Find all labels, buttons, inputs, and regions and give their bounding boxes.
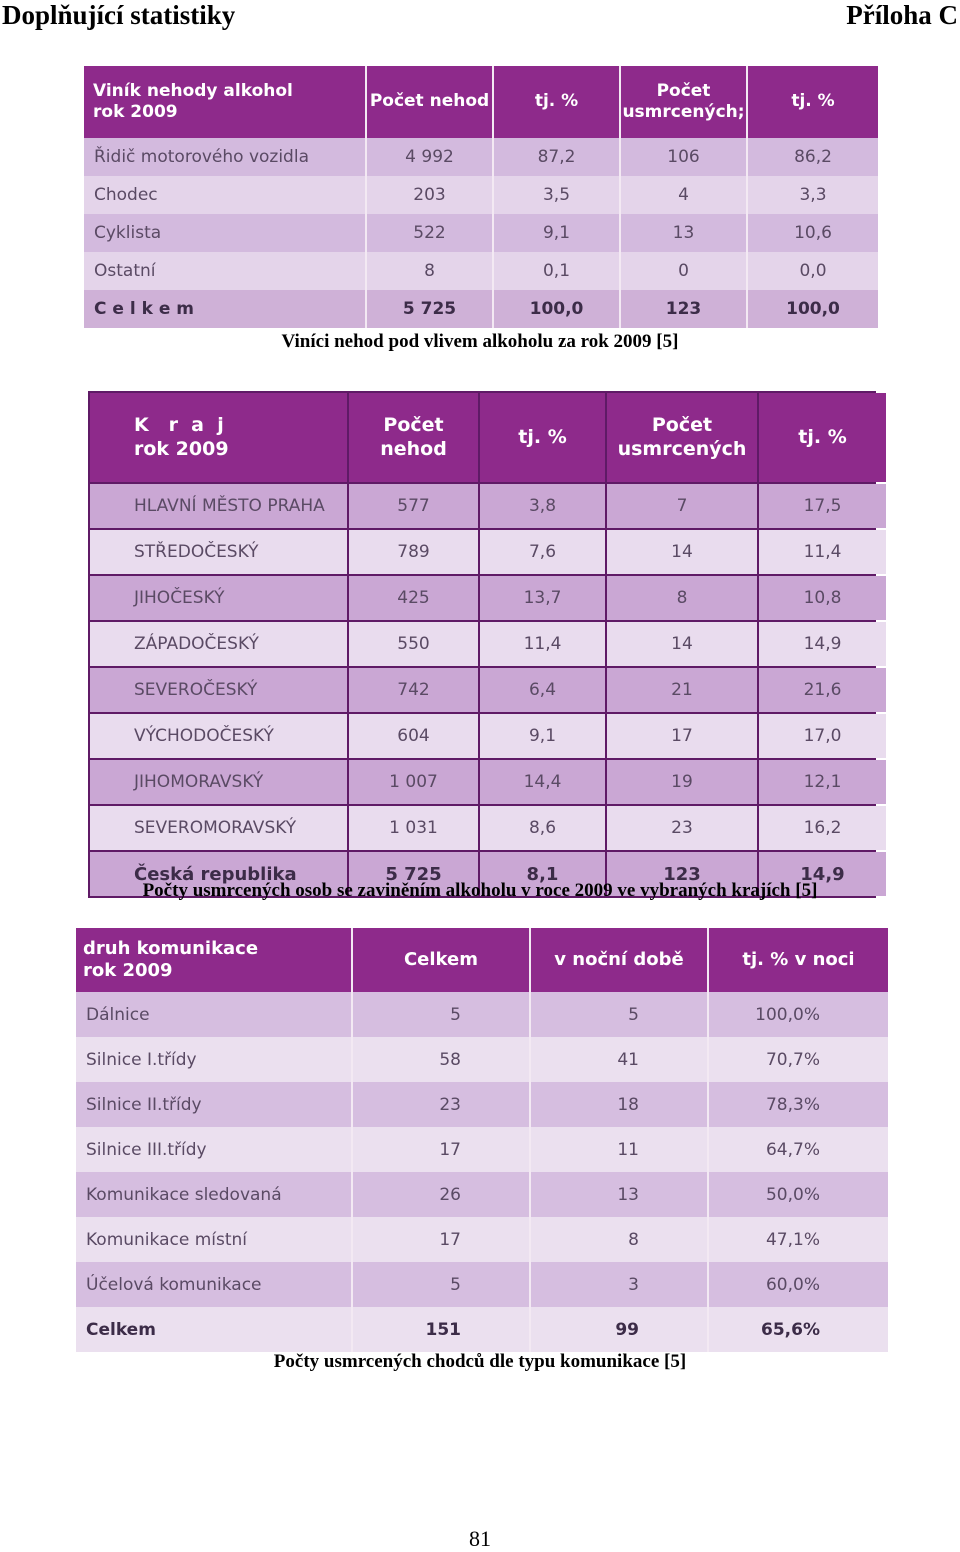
table-cell: 17 <box>353 1217 531 1262</box>
table-cell: 1 031 <box>349 806 478 850</box>
total-label: Česká republika <box>90 852 347 896</box>
table-cell: 100,0% <box>709 992 888 1037</box>
table-cell: 17,5 <box>759 484 886 528</box>
total-cell: 123 <box>621 290 748 328</box>
table-cell: 14 <box>607 622 757 666</box>
table-cell: 4 992 <box>367 138 494 176</box>
table-cell: 19 <box>607 760 757 804</box>
table-cell: 203 <box>367 176 494 214</box>
table-cell: 106 <box>621 138 748 176</box>
header-cell: K r a j rok 2009 <box>90 393 347 482</box>
table-cell: 3,8 <box>480 484 605 528</box>
row-label: VÝCHODOČESKÝ <box>90 714 347 758</box>
table-cell: 0 <box>621 252 748 290</box>
table-cell: 11 <box>531 1127 709 1172</box>
table-cell: 8 <box>531 1217 709 1262</box>
table-cell: 9,1 <box>480 714 605 758</box>
table-cell: 425 <box>349 576 478 620</box>
table-cell: 23 <box>353 1082 531 1127</box>
header-cell: v noční době <box>531 928 709 992</box>
header-cell: tj. % <box>759 393 886 482</box>
table-cell: 10,6 <box>748 214 878 252</box>
table-cell: 60,0% <box>709 1262 888 1307</box>
row-label: Silnice II.třídy <box>76 1082 353 1127</box>
row-label: SEVEROČESKÝ <box>90 668 347 712</box>
row-label: HLAVNÍ MĚSTO PRAHA <box>90 484 347 528</box>
total-cell: 99 <box>531 1307 709 1352</box>
table-cell: 522 <box>367 214 494 252</box>
table-cell: 7 <box>607 484 757 528</box>
row-label: Komunikace sledovaná <box>76 1172 353 1217</box>
table-cell: 21,6 <box>759 668 886 712</box>
header-cell: tj. % v noci <box>709 928 888 992</box>
table-cell: 9,1 <box>494 214 621 252</box>
table-cell: 14,9 <box>759 622 886 666</box>
table-cell: 11,4 <box>759 530 886 574</box>
table-cell: 10,8 <box>759 576 886 620</box>
header-cell: Viník nehody alkohol rok 2009 <box>84 66 367 138</box>
total-cell: 100,0 <box>748 290 878 328</box>
total-cell: 8,1 <box>480 852 605 896</box>
total-cell: 151 <box>353 1307 531 1352</box>
table-cell: 70,7% <box>709 1037 888 1082</box>
row-label: Účelová komunikace <box>76 1262 353 1307</box>
table-cell: 14 <box>607 530 757 574</box>
table-cell: 3,5 <box>494 176 621 214</box>
table-cell: 13,7 <box>480 576 605 620</box>
table-cell: 17,0 <box>759 714 886 758</box>
table-cell: 16,2 <box>759 806 886 850</box>
table-cell: 78,3% <box>709 1082 888 1127</box>
row-label: Komunikace místní <box>76 1217 353 1262</box>
drivers-alcohol-table <box>84 66 878 328</box>
table-cell: 23 <box>607 806 757 850</box>
header-cell: Počet usmrcených; <box>621 66 748 138</box>
row-label: Chodec <box>84 176 367 214</box>
table-cell: 58 <box>353 1037 531 1082</box>
header-cell: Počet nehod <box>349 393 478 482</box>
header-cell: tj. % <box>748 66 878 138</box>
table-cell: 14,4 <box>480 760 605 804</box>
row-label: Cyklista <box>84 214 367 252</box>
section-title: Doplňující statistiky <box>2 0 236 30</box>
total-cell: 5 725 <box>349 852 478 896</box>
header-cell: Celkem <box>353 928 531 992</box>
table-cell: 5 <box>353 992 531 1037</box>
total-cell: 100,0 <box>494 290 621 328</box>
table-cell: 789 <box>349 530 478 574</box>
table-cell: 11,4 <box>480 622 605 666</box>
table-cell: 64,7% <box>709 1127 888 1172</box>
table-cell: 47,1% <box>709 1217 888 1262</box>
table-cell: 18 <box>531 1082 709 1127</box>
table-cell: 12,1 <box>759 760 886 804</box>
header-cell: Počet usmrcených <box>607 393 757 482</box>
total-cell: 65,6% <box>709 1307 888 1352</box>
table-cell: 13 <box>531 1172 709 1217</box>
table-cell: 7,6 <box>480 530 605 574</box>
total-label: C e l k e m <box>84 290 367 328</box>
table-cell: 17 <box>607 714 757 758</box>
table-cell: 0,0 <box>748 252 878 290</box>
header-cell: druh komunikace rok 2009 <box>76 928 353 992</box>
table-cell: 8 <box>607 576 757 620</box>
table-cell: 5 <box>531 992 709 1037</box>
table-cell: 13 <box>621 214 748 252</box>
page-number: 81 <box>469 1526 491 1551</box>
total-cell: 123 <box>607 852 757 896</box>
header-cell: tj. % <box>494 66 621 138</box>
table3-caption: Počty usmrcených chodců dle typu komunikace [5] <box>273 1351 687 1372</box>
table-cell: 26 <box>353 1172 531 1217</box>
total-label: Celkem <box>76 1307 353 1352</box>
table2-caption: Počty usmrcených osob se zaviněním alkoholu v roce 2009 ve vybraných krajích [5] <box>142 880 818 901</box>
table-cell: 4 <box>621 176 748 214</box>
table-cell: 577 <box>349 484 478 528</box>
row-label: Silnice III.třídy <box>76 1127 353 1172</box>
row-label: Silnice I.třídy <box>76 1037 353 1082</box>
row-label: SEVEROMORAVSKÝ <box>90 806 347 850</box>
table-cell: 86,2 <box>748 138 878 176</box>
table-cell: 8 <box>367 252 494 290</box>
table-cell: 5 <box>353 1262 531 1307</box>
row-label: Dálnice <box>76 992 353 1037</box>
table-cell: 0,1 <box>494 252 621 290</box>
row-label: ZÁPADOČESKÝ <box>90 622 347 666</box>
table-cell: 17 <box>353 1127 531 1172</box>
table-cell: 3 <box>531 1262 709 1307</box>
table-cell: 550 <box>349 622 478 666</box>
table-cell: 604 <box>349 714 478 758</box>
total-cell: 14,9 <box>759 852 886 896</box>
row-label: JIHOČESKÝ <box>90 576 347 620</box>
table-cell: 8,6 <box>480 806 605 850</box>
row-label: Ostatní <box>84 252 367 290</box>
table-cell: 3,3 <box>748 176 878 214</box>
table1-caption: Viníci nehod pod vlivem alkoholu za rok 2009 [5] <box>281 331 679 352</box>
table-cell: 1 007 <box>349 760 478 804</box>
row-label: JIHOMORAVSKÝ <box>90 760 347 804</box>
table-cell: 21 <box>607 668 757 712</box>
road-type-table <box>76 928 888 1352</box>
regions-table <box>88 391 876 898</box>
row-label: STŘEDOČESKÝ <box>90 530 347 574</box>
row-label: Řidič motorového vozidla <box>84 138 367 176</box>
table-cell: 41 <box>531 1037 709 1082</box>
appendix-label: Příloha C <box>846 0 958 30</box>
table-cell: 87,2 <box>494 138 621 176</box>
header-cell: tj. % <box>480 393 605 482</box>
header-cell: Počet nehod <box>367 66 494 138</box>
total-cell: 5 725 <box>367 290 494 328</box>
table-cell: 742 <box>349 668 478 712</box>
table-cell: 6,4 <box>480 668 605 712</box>
table-cell: 50,0% <box>709 1172 888 1217</box>
